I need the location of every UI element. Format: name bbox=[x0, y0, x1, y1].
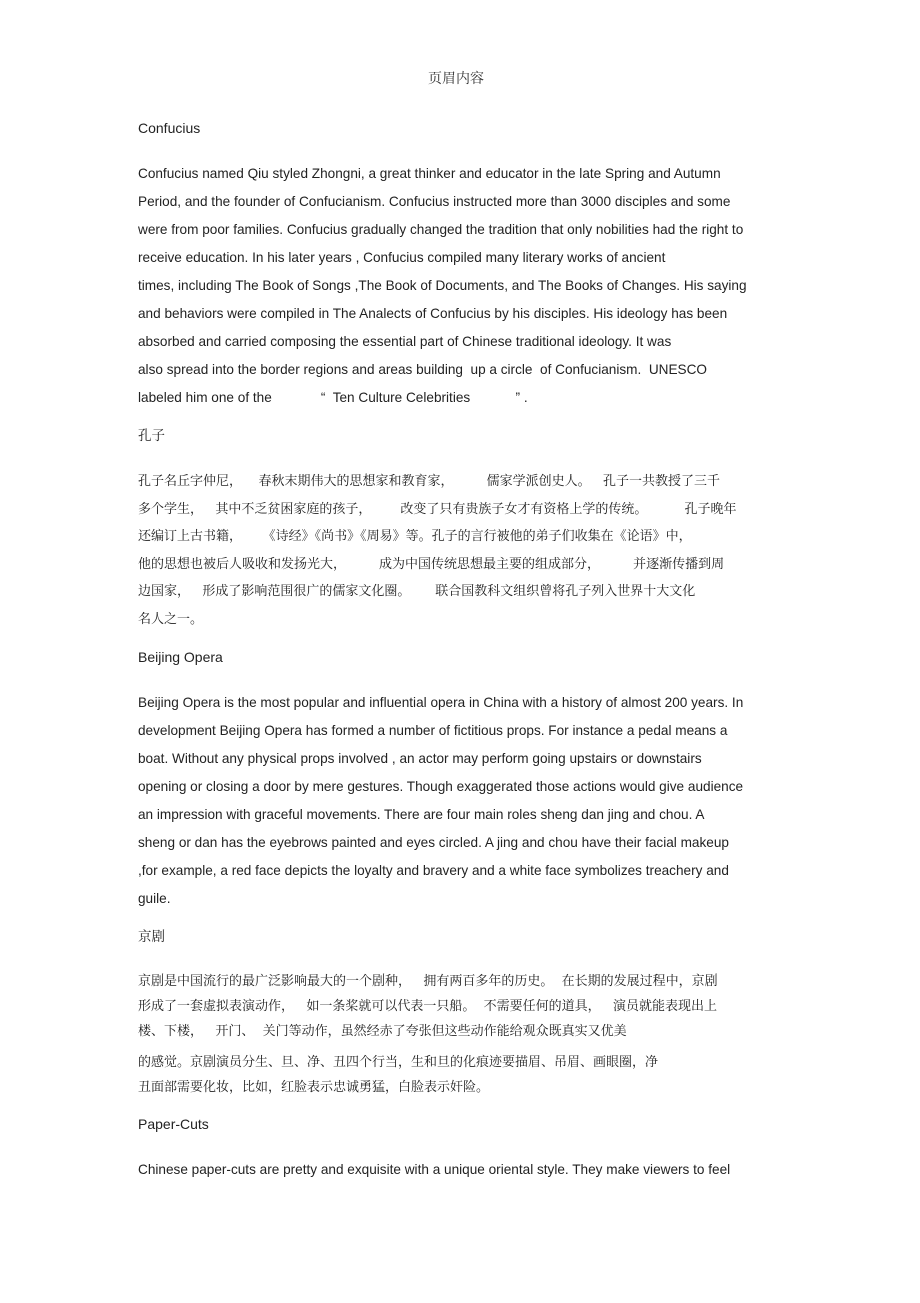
text-line: an impression with graceful movements. There are four main roles sheng dan jing and chou. A bbox=[138, 807, 705, 822]
text-line: 还编订上古书籍， 《诗经》《尚书》《周易》等。孔子的言行被他的弟子们收集在《论语》中， bbox=[138, 529, 692, 544]
text-line: labeled him one of the “ Ten Culture Celebrities ” . bbox=[138, 390, 528, 405]
paragraph-jingju-part2 bbox=[138, 1050, 788, 1100]
text-line: 楼、下楼， 开门、 关门等动作，虽然经赤了夸张但这些动作能给观众既真实又优美 bbox=[138, 1024, 627, 1039]
text-line: also spread into the border regions and areas building up a circle of Confucianism. UNESCO bbox=[138, 362, 707, 377]
document-body bbox=[138, 118, 788, 1198]
section-heading-paper-cuts: Paper-Cuts bbox=[138, 1116, 209, 1132]
text-line: 丑面部需要化妆，比如，红脸表示忠诚勇猛，白脸表示奸险。 bbox=[138, 1080, 490, 1095]
text-line: opening or closing a door by mere gestures. Though exaggerated those actions would give audience bbox=[138, 779, 744, 794]
text-line: 孔子名丘字仲尼， 春秋末期伟大的思想家和教育家， 儒家学派创史人。 孔子一共教授了三千 bbox=[138, 474, 720, 489]
text-line: ,for example, a red face depicts the loyalty and bravery and a white face symbolizes treachery and bbox=[138, 863, 729, 878]
text-line: 京剧是中国流行的最广泛影响最大的一个剧种， 拥有两百多年的历史。 在长期的发展过程中，京剧 bbox=[138, 974, 718, 989]
text-line: were from poor families. Confucius gradually changed the tradition that only nobilities had the right to bbox=[138, 222, 744, 237]
text-line: sheng or dan has the eyebrows painted and eyes circled. A jing and chou have their facial makeup bbox=[138, 835, 729, 850]
text-line: and behaviors were compiled in The Analects of Confucius by his disciples. His ideology has been bbox=[138, 306, 728, 321]
text-line: receive education. In his later years , Confucius compiled many literary works of ancient bbox=[138, 250, 666, 265]
text-line: Period, and the founder of Confucianism. Confucius instructed more than 3000 disciples and some bbox=[138, 194, 731, 209]
text-line: Chinese paper-cuts are pretty and exquisite with a unique oriental style. They make viewers to feel bbox=[138, 1162, 731, 1177]
section-heading-confucius: Confucius bbox=[138, 120, 201, 136]
text-line: absorbed and carried composing the essential part of Chinese traditional ideology. It was bbox=[138, 334, 672, 349]
page-header: 页眉内容 bbox=[428, 71, 484, 87]
text-line: 名人之一。 bbox=[138, 611, 204, 627]
text-line: development Beijing Opera has formed a number of fictitious props. For instance a pedal means a bbox=[138, 723, 728, 738]
paragraph-confucius bbox=[138, 160, 788, 412]
text-line: 边国家， 形成了影响范围很广的儒家文化圈。 联合国教科文组织曾将孔子列入世界十大文化 bbox=[138, 584, 696, 599]
text-line: times, including The Book of Songs ,The Book of Documents, and The Books of Changes. His saying bbox=[138, 278, 747, 293]
text-line: Confucius named Qiu styled Zhongni, a great thinker and educator in the late Spring and Autumn bbox=[138, 166, 721, 181]
text-line: 形成了一套虚拟表演动作， 如一条桨就可以代表一只船。 不需要任何的道具， 演员就能表现出上 bbox=[138, 999, 718, 1014]
text-line: 他的思想也被后人吸收和发扬光大， 成为中国传统思想最主要的组成部分， 并逐渐传播到周 bbox=[138, 556, 725, 572]
section-heading-beijing-opera: Beijing Opera bbox=[138, 649, 223, 665]
section-heading-jingju: 京剧 bbox=[138, 929, 165, 945]
text-line: 多个学生， 其中不乏贫困家庭的孩子， 改变了只有贵族子女才有资格上学的传统。 孔子晚年 bbox=[138, 501, 737, 517]
paragraph-paper-cuts bbox=[138, 1156, 788, 1184]
text-line: Beijing Opera is the most popular and influential opera in China with a history of almost 200 years. In bbox=[138, 695, 744, 710]
text-line: 的感觉。京剧演员分生、旦、净、丑四个行当，生和旦的化痕迹要描眉、吊眉、画眼圈，净 bbox=[138, 1055, 659, 1070]
text-line: boat. Without any physical props involved , an actor may perform going upstairs or downstairs bbox=[138, 751, 702, 766]
text-line: guile. bbox=[138, 891, 171, 906]
paragraph-beijing-opera bbox=[138, 689, 788, 913]
paragraph-kongzi bbox=[138, 468, 788, 633]
paragraph-jingju-part1 bbox=[138, 969, 788, 1044]
section-heading-kongzi: 孔子 bbox=[138, 428, 165, 444]
